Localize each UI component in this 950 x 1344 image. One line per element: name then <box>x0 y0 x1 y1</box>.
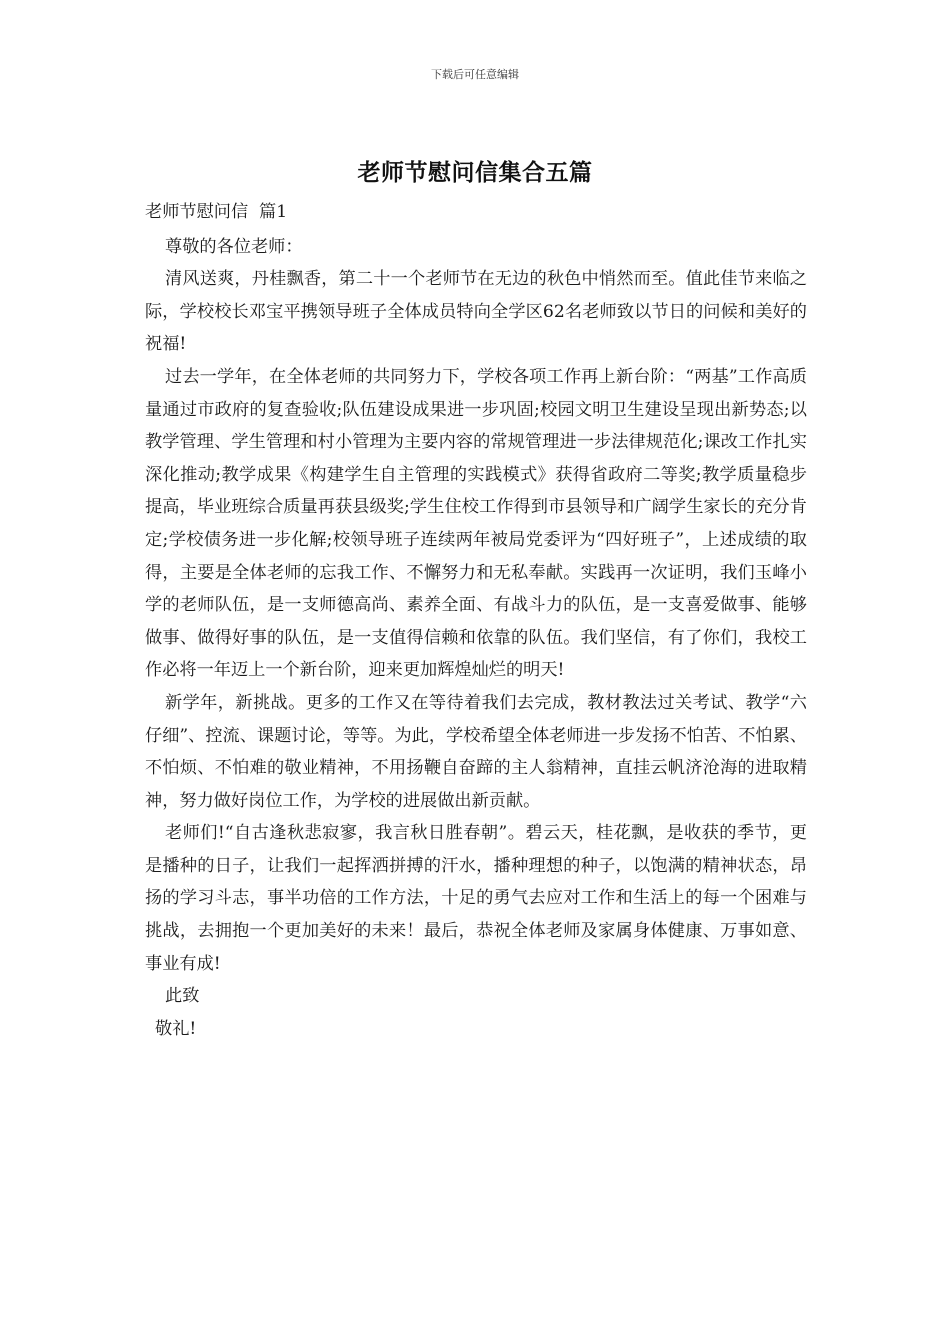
header-note: 下载后可任意编辑 <box>431 68 519 81</box>
closing-line-1: 此致 <box>165 986 200 1007</box>
paragraph-3: 新学年，新挑战。更多的工作又在等待着我们去完成，教材教法过关考试、教学“六仔细”、控流、课题讨论，等等。为此，学校希望全体老师进一步发扬不怕苦、不怕累、不怕烦、不怕难的敬业精神，不用扬鞭自奋蹄的主人翁精神，直挂云帆济沧海的进取精神，努力做好岗位工作，为学校的进展做出新贡献。 <box>145 692 807 811</box>
salutation: 尊敬的各位老师： <box>165 236 303 257</box>
paragraph-4: 老师们!“自古逢秋悲寂寥，我言秋日胜春朝”。碧云天，桂花飘，是收获的季节，更是播种的日子，让我们一起挥洒拼搏的汗水，播种理想的种子，以饱满的精神状态，昂扬的学习斗志，事半功倍的工作方法，十足的勇气去应对工作和生活上的每一个困难与挑战，去拥抱一个更加美好的未来！最后，恭祝全体老师及家属身体健康、万事如意、事业有成! <box>145 823 807 974</box>
paragraph-1: 清风送爽，丹桂飘香，第二十一个老师节在无边的秋色中悄然而至。值此佳节来临之际，学校校长邓宝平携领导班子全体成员特向全学区62名老师致以节日的问候和美好的祝福! <box>145 269 807 355</box>
document-title: 老师节慰问信集合五篇 <box>357 159 593 186</box>
paragraph-2: 过去一学年，在全体老师的共同努力下，学校各项工作再上新台阶：“两基”工作高质量通过市政府的复查验收;队伍建设成果进一步巩固;校园文明卫生建设呈现出新势态;以教学管理、学生管理和村小管理为主要内容的常规管理进一步法律规范化;课改工作扎实深化推动;教学成果《构建学生自主管理的实践模式》获得省政府二等奖;教学质量稳步提高，毕业班综合质量再获县级奖;学生住校工作得到市县领导和广阔学生家长的充分肯定;学校债务进一步化解;校领导班子连续两年被局党委评为“四好班子”，上述成绩的取得，主要是全体老师的忘我工作、不懈努力和无私奉献。实践再一次证明，我们玉峰小学的老师队伍，是一支师德高尚、素养全面、有战斗力的队伍，是一支喜爱做事、能够做事、做得好事的队伍，是一支值得信赖和依靠的队伍。我们坚信，有了你们，我校工作必将一年迈上一个新台阶，迎来更加辉煌灿烂的明天! <box>145 366 807 681</box>
letter-body <box>145 196 807 1045</box>
closing-line-2: 敬礼! <box>155 1018 197 1039</box>
section-heading: 老师节慰问信 篇1 <box>145 202 288 222</box>
